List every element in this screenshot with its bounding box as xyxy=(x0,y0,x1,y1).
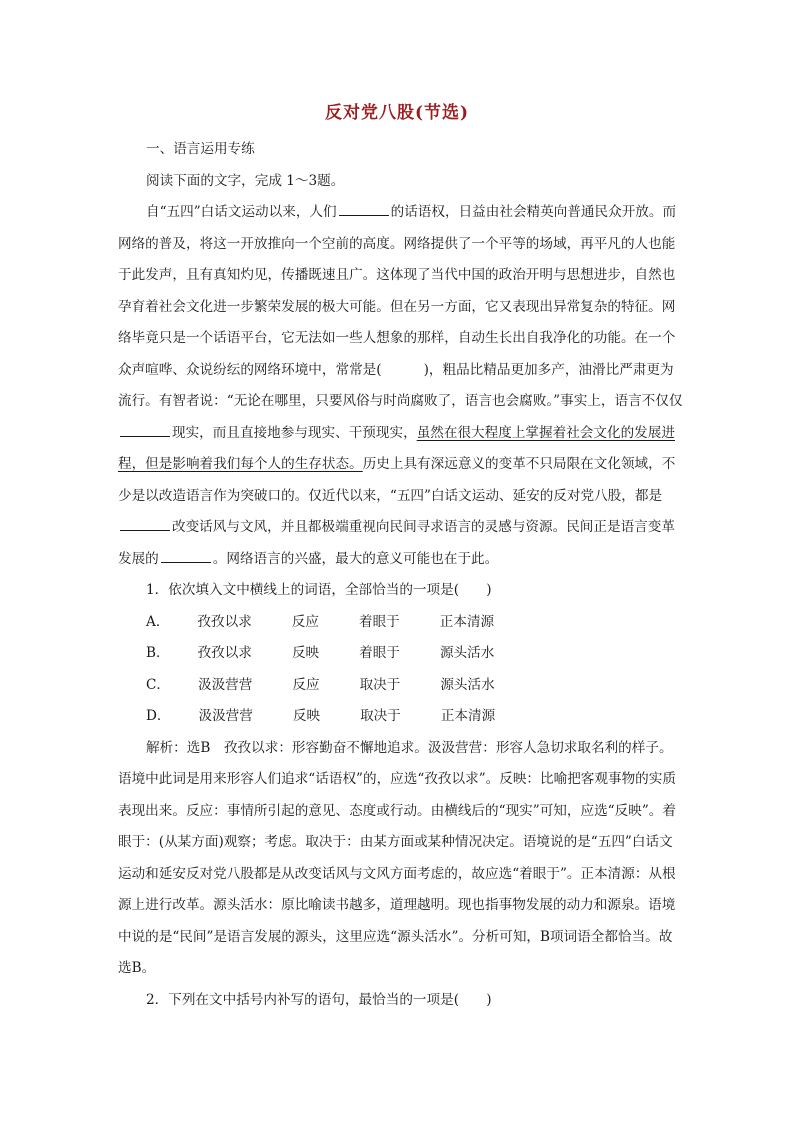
option-word: 汲汲营营 xyxy=(198,676,253,693)
fill-blank-1 xyxy=(339,201,389,216)
option-word: 反应 xyxy=(292,676,320,693)
option-d xyxy=(118,701,684,733)
passage-segment: 改变话风与文风，并且都极端重视向民间寻求语言的灵感与资源。民间正是语言变革发展的 xyxy=(118,519,675,567)
option-word: 反映 xyxy=(291,645,320,661)
fill-blank-3 xyxy=(120,516,170,531)
fill-blank-2 xyxy=(120,422,170,437)
underlined-sentence: 虽然在很大程度上掌握着社会文化的发展进程，但是影响着我们每个人的生存状态。 xyxy=(118,424,675,472)
option-letter: B． xyxy=(146,645,170,661)
option-word: 源头活水 xyxy=(439,645,495,661)
option-word: 反映 xyxy=(292,708,321,724)
option-c xyxy=(118,670,684,702)
question-1-options xyxy=(118,607,684,733)
option-word: 正本清源 xyxy=(440,708,496,724)
option-word: 着眼于 xyxy=(358,613,400,630)
option-letter: D． xyxy=(146,708,171,724)
option-word: 源头活水 xyxy=(440,676,495,693)
option-word: 正本清源 xyxy=(439,613,495,630)
fill-blank-4 xyxy=(161,548,211,563)
option-letter: A． xyxy=(146,613,170,630)
option-a xyxy=(118,607,684,639)
passage-segment: )，粗品比精品更加多产，油滑比严肃更为流行。有智者说：“无论在哪里，只要风俗与时尚腐败了，语言也会腐败。”事实上，语言不仅仅 xyxy=(118,361,683,409)
reading-passage xyxy=(118,197,684,575)
option-letter: C． xyxy=(146,676,170,693)
question-1-stem: 1．依次填入文中横线上的词语，全部恰当的一项是( ) xyxy=(146,582,492,598)
option-word: 着眼于 xyxy=(359,645,400,661)
section-heading: 一、语言运用专练 xyxy=(146,141,255,157)
passage-segment: 现实，而且直接地参与现实、干预现实， xyxy=(172,424,417,441)
option-word: 取决于 xyxy=(360,708,401,724)
option-word: 反应 xyxy=(291,613,319,630)
passage-segment: 。网络语言的兴盛，最大的意义可能也在于此。 xyxy=(212,550,499,567)
passage-segment: 的话语权，日益由社会精英向普通民众开放。而网络的普及，将这一开放推向一个空前的高度。网络提供了一个平等的场域，再平凡的人也能于此发声，且有真知灼见，传播既速且广。这体现了当代中国的政治开明与思想进步，自然也孕育着社会文化进一步繁荣发展的极大可能。但在另一方面，它又表现出异常复杂的特征。网络毕竟只是一个话语平台，它无法如一些人想象的那样，自动生长出自我净化的功能。在一个众声喧哗、众说纷纭的网络环境中，常常是( xyxy=(118,204,677,378)
passage-segment: 自“五四”白话文运动以来，人们 xyxy=(146,204,337,220)
option-word: 汲汲营营 xyxy=(198,708,253,724)
instruction-text: 阅读下面的文字，完成 1～3题。 xyxy=(146,172,345,189)
option-word: 孜孜以求 xyxy=(197,613,252,630)
analysis-text: 解析：选B 孜孜以求：形容勤奋不懈地追求。汲汲营营：形容人急切求取名利的样子。语境中此词是用来形容人们追求“话语权”的，应选“孜孜以求”。反映：比喻把客观事物的实质表现出来。反应：事情所引起的意见、态度或行动。由横线后的“现实”可知，应选“反映”。着眼于：(从某方面)观察；考虑。取决于：由某方面或某种情况决定。语境说的是“五四”白话文运动和延安反对党八股都是从改变话风与文风方面考虑的，故应选“着眼于”。正本清源：从根源上进行改革。源头活水：原比喻读书越多，道理越明。现也指事物发展的动力和源泉。语境中说的是“民间”是语言发展的源头，这里应选“源头活水”。分析可知，B项词语全都恰当。故选B。 xyxy=(118,739,676,976)
document-title: 反对党八股(节选) xyxy=(324,103,470,123)
question-2-stem: 2．下列在文中括号内补写的语句，最恰当的一项是( ) xyxy=(146,991,492,1008)
option-word: 孜孜以求 xyxy=(197,645,252,661)
option-b xyxy=(118,638,684,670)
passage-segment: 历史上具有深远意义的变革不只局限在文化领域，不少是以改造语言作为突破口的。仅近代以来，“五四”白话文运动、延安的反对党八股，都是 xyxy=(118,456,676,504)
document-body xyxy=(118,134,684,1016)
option-word: 取决于 xyxy=(359,676,401,693)
